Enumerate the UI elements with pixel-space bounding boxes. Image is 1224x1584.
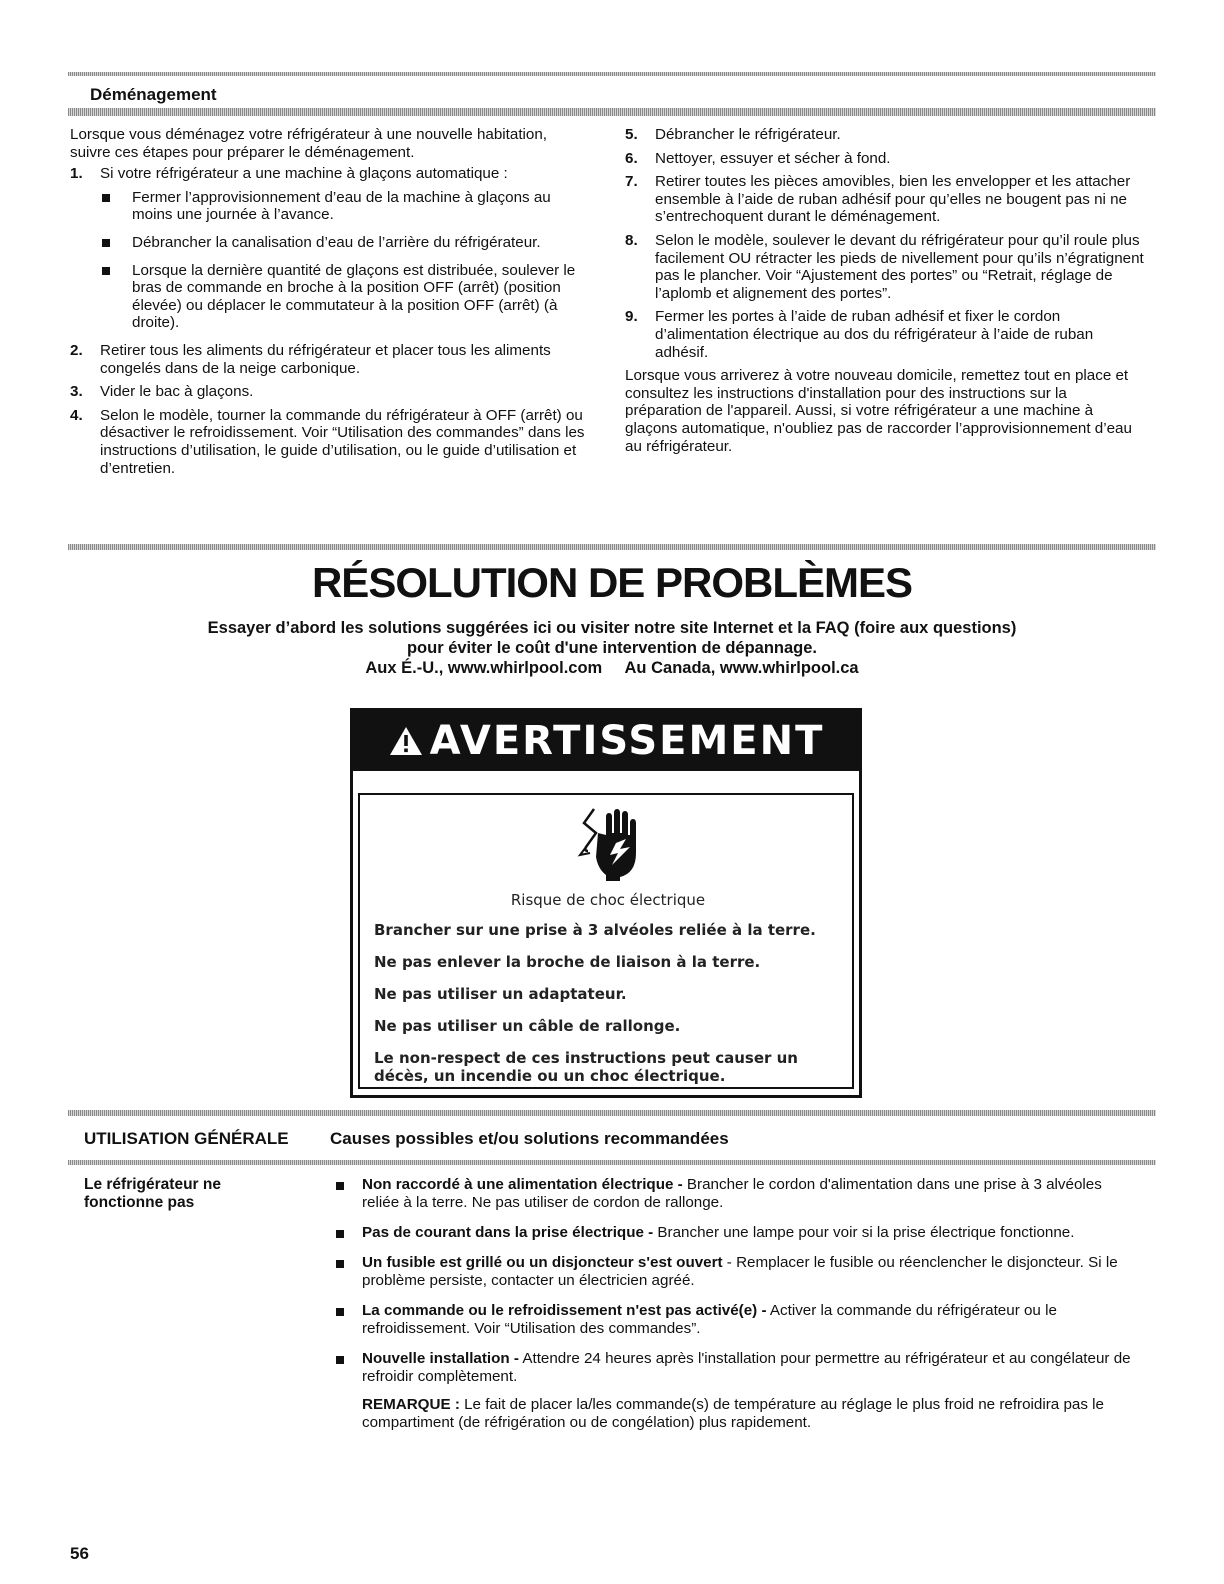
list-item bbox=[332, 1176, 1132, 1212]
step-text: Retirer tous les aliments du réfrigérateur et placer tous les aliments congelés dans de la neige carbonique. bbox=[100, 341, 551, 377]
bullet-square-icon bbox=[336, 1356, 344, 1364]
step-text: Nettoyer, essuyer et sécher à fond. bbox=[655, 149, 891, 167]
warning-line: Le non-respect de ces instructions peut causer un décès, un incendie ou un choc électrique. bbox=[374, 1049, 798, 1085]
bullet-square-icon bbox=[102, 267, 110, 275]
bullet-square-icon bbox=[102, 239, 110, 247]
warning-line: Ne pas utiliser un câble de rallonge. bbox=[374, 1017, 681, 1035]
warning-text bbox=[374, 891, 842, 1099]
moving-right-column bbox=[625, 126, 1145, 459]
cause-text: Brancher une lampe pour voir si la prise électrique fonctionne. bbox=[653, 1224, 1075, 1241]
list-item bbox=[70, 407, 590, 477]
cause-title: Pas de courant dans la prise électrique - bbox=[362, 1224, 654, 1241]
step-number: 8. bbox=[625, 231, 638, 249]
list-item bbox=[332, 1224, 1132, 1242]
bullet-square-icon bbox=[336, 1182, 344, 1190]
step-number: 6. bbox=[625, 149, 638, 167]
intro-line-1: Essayer d’abord les solutions suggérées ici ou visiter notre site Internet et la FAQ (foire aux questions) bbox=[207, 619, 1017, 637]
list-item bbox=[625, 126, 1145, 144]
bullet-square-icon bbox=[102, 194, 110, 202]
step-text: Selon le modèle, soulever le devant du réfrigérateur pour qu’il roule plus facilement OU rétracter les pieds de nivellement pour qu’ils n’égratignent pas le plancher. Voir “Ajustement des portes” ou “Retrait, réglage de l’aplomb et alignement des portes”. bbox=[655, 231, 1144, 302]
cause-title: La commande ou le refroidissement n'est pas activé(e) - bbox=[362, 1302, 767, 1319]
moving-intro: Lorsque vous déménagez votre réfrigérateur à une nouvelle habitation, suivre ces étapes pour préparer le déménagement. bbox=[70, 126, 548, 161]
step-text: Retirer toutes les pièces amovibles, bien les envelopper et les attacher ensemble à l’aide de ruban adhésif pour qu’elles ne bougent pas ni ne s’entrechoquent durant le déménagement. bbox=[655, 173, 1131, 226]
bullet-square-icon bbox=[336, 1230, 344, 1238]
list-item bbox=[70, 383, 590, 401]
warning-line-risk: Risque de choc électrique bbox=[510, 891, 706, 909]
bullet-text: Débrancher la canalisation d’eau de l’arrière du réfrigérateur. bbox=[132, 233, 541, 251]
bullet-text: Lorsque la dernière quantité de glaçons est distribuée, soulever le bras de commande en broche à la position OFF (arrêt) (position élevée) ou déplacer le commutateur à la position OFF (arrêt) (à droite). bbox=[132, 261, 576, 332]
step-text: Vider le bac à glaçons. bbox=[100, 383, 254, 401]
cause-text: Activer la commande du réfrigérateur ou le refroidissement. Voir “Utilisation des commandes”. bbox=[362, 1302, 1057, 1337]
moving-closing: Lorsque vous arriverez à votre nouveau domicile, remettez tout en place et consultez les instructions d'installation pour des instructions sur la préparation de l'appareil. Aussi, si votre réfrigérateur a une machine à glaçons automatique, n'oubliez pas de raccorder l’approvisionnement d’eau au réfrigérateur. bbox=[625, 367, 1132, 455]
warning-line: Ne pas utiliser un adaptateur. bbox=[374, 985, 627, 1003]
step-number: 4. bbox=[70, 406, 83, 424]
step-number: 1. bbox=[70, 165, 83, 183]
table-header-category: UTILISATION GÉNÉRALE bbox=[84, 1129, 289, 1148]
intro-line-2: pour éviter le coût d'une intervention de dépannage. bbox=[406, 639, 818, 657]
list-item bbox=[70, 342, 590, 377]
cause-title: Nouvelle installation - bbox=[362, 1350, 519, 1367]
list-item bbox=[625, 308, 1145, 361]
cause-title: Un fusible est grillé ou un disjoncteur s'est ouvert bbox=[362, 1254, 723, 1271]
list-item bbox=[332, 1254, 1132, 1290]
warning-header-label: AVERTISSEMENT bbox=[429, 718, 825, 764]
troubleshooting-intro bbox=[0, 618, 1224, 678]
page-title: RÉSOLUTION DE PROBLÈMES bbox=[311, 559, 913, 606]
warning-triangle-icon bbox=[388, 725, 424, 757]
list-item bbox=[625, 232, 1145, 302]
step-number: 5. bbox=[625, 126, 638, 143]
warning-content bbox=[358, 793, 854, 1089]
step-number: 7. bbox=[625, 173, 638, 191]
list-item bbox=[625, 173, 1145, 226]
warning-box bbox=[350, 708, 862, 1098]
remark-label: REMARQUE : bbox=[362, 1396, 460, 1413]
warning-line: Ne pas enlever la broche de liaison à la terre. bbox=[374, 953, 761, 971]
causes-list bbox=[332, 1176, 1132, 1432]
moving-steps-right bbox=[625, 126, 1145, 361]
list-item bbox=[100, 189, 590, 224]
remark-note bbox=[332, 1396, 1132, 1432]
list-item bbox=[100, 262, 590, 332]
electric-shock-hand-icon bbox=[568, 803, 648, 883]
warning-line: Brancher sur une prise à 3 alvéoles reliée à la terre. bbox=[374, 921, 816, 939]
cause-title: Non raccordé à une alimentation électrique - bbox=[362, 1176, 683, 1193]
step-number: 3. bbox=[70, 383, 83, 401]
table-top-rule bbox=[68, 1110, 1156, 1116]
ice-maker-bullets bbox=[100, 189, 590, 332]
top-rule bbox=[68, 72, 1156, 76]
cause-text: Attendre 24 heures après l'installation pour permettre au réfrigérateur et au congélateur de refroidir complètement. bbox=[362, 1350, 1131, 1385]
moving-steps-left bbox=[70, 165, 590, 477]
bullet-square-icon bbox=[336, 1308, 344, 1316]
cause-text: - Remplacer le fusible ou réenclencher le disjoncteur. Si le problème persiste, contacter un électricien agréé. bbox=[362, 1254, 1118, 1289]
bullet-text: Fermer l’approvisionnement d’eau de la machine à glaçons au moins une journée à l’avance. bbox=[132, 188, 551, 224]
list-item bbox=[625, 150, 1145, 168]
page-number: 56 bbox=[70, 1544, 89, 1563]
step-text: Selon le modèle, tourner la commande du réfrigérateur à OFF (arrêt) ou désactiver le refroidissement. Voir “Utilisation des commandes” dans les instructions d’utilisation, le guide d’utilisation, ou le guide d’utilisation et d’entretien. bbox=[100, 406, 585, 477]
moving-left-column bbox=[70, 126, 590, 483]
cause-text: Brancher le cordon d'alimentation dans une prise à 3 alvéoles reliée à la terre. Ne pas utiliser de cordon de rallonge. bbox=[362, 1176, 1102, 1211]
section-divider-rule bbox=[68, 544, 1156, 550]
section-heading-moving: Déménagement bbox=[90, 85, 217, 104]
problem-title: Le réfrigérateur ne fonctionne pas bbox=[84, 1176, 221, 1211]
list-item bbox=[70, 165, 590, 332]
step-text: Débrancher le réfrigérateur. bbox=[655, 126, 841, 143]
list-item bbox=[332, 1302, 1132, 1338]
remark-text: Le fait de placer la/les commande(s) de température au réglage le plus froid ne refroidira pas le compartiment (de réfrigération ou de congélation) plus rapidement. bbox=[362, 1396, 1105, 1431]
bullet-square-icon bbox=[336, 1260, 344, 1268]
warning-header bbox=[353, 711, 859, 771]
step-number: 2. bbox=[70, 341, 83, 359]
intro-line-3: Aux É.-U., www.whirlpool.com Au Canada, www.whirlpool.ca bbox=[365, 659, 859, 677]
table-header-causes: Causes possibles et/ou solutions recommandées bbox=[330, 1129, 729, 1148]
step-text: Si votre réfrigérateur a une machine à glaçons automatique : bbox=[100, 165, 508, 183]
step-number: 9. bbox=[625, 308, 638, 326]
list-item bbox=[100, 234, 590, 252]
table-header-rule bbox=[68, 1160, 1156, 1165]
heading-underline-rule bbox=[68, 108, 1156, 116]
step-text: Fermer les portes à l’aide de ruban adhésif et fixer le cordon d’alimentation électrique au dos du réfrigérateur à l’aide de ruban adhésif. bbox=[655, 308, 1094, 361]
list-item bbox=[332, 1350, 1132, 1386]
